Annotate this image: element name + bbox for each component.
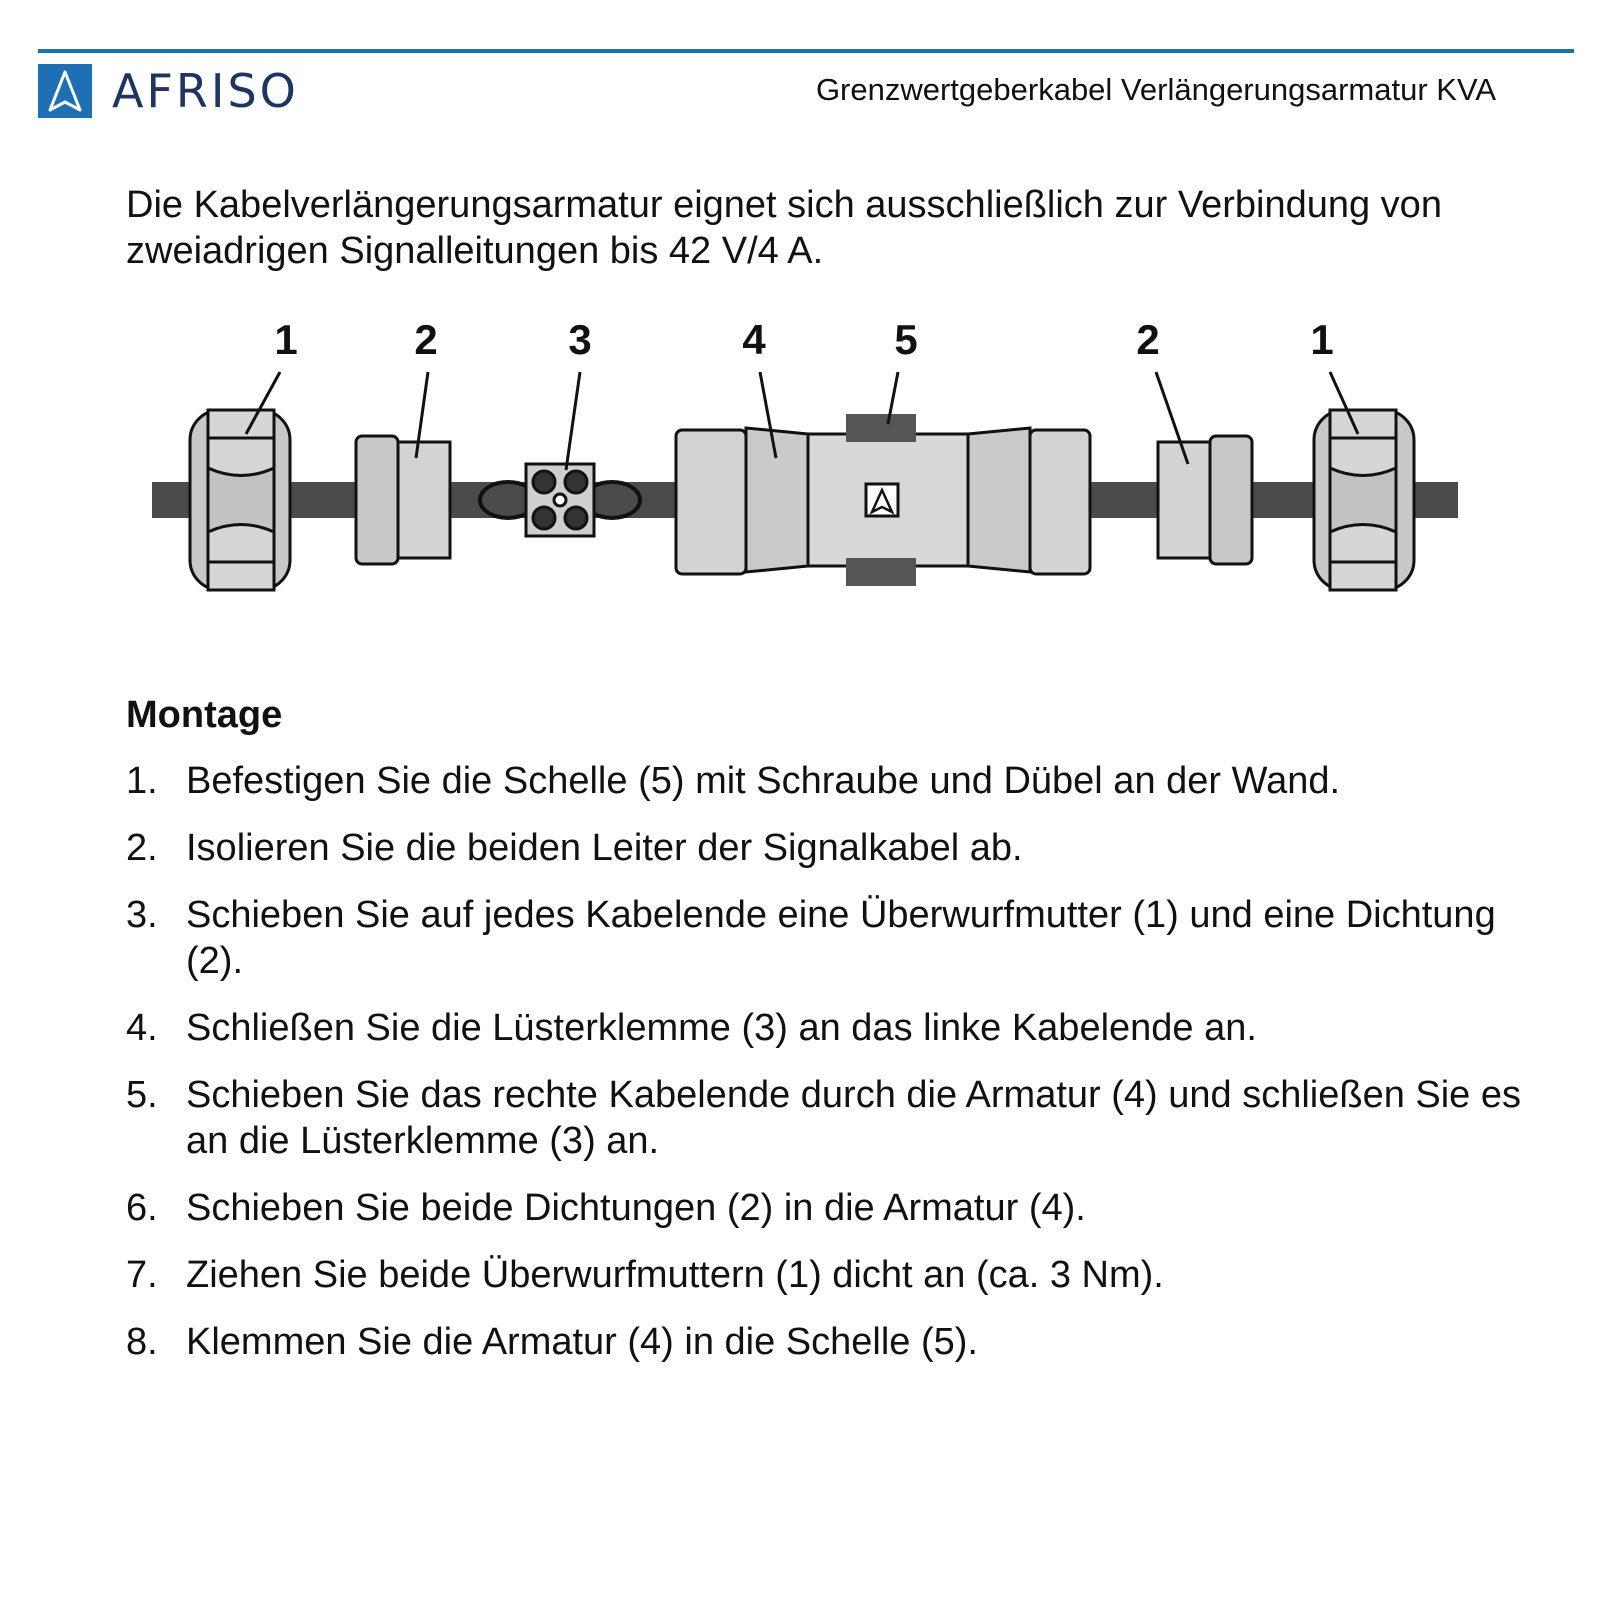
terminal-block [526,464,594,536]
seal-right [1158,436,1252,564]
step-text: Schieben Sie beide Dichtungen (2) in die Armatur (4). [186,1187,1086,1229]
step-number: 5. [126,1074,158,1116]
label-wall-clamp: 5 [894,318,918,363]
step-text: Befestigen Sie die Schelle (5) mit Schraube und Dübel an der Wand. [186,760,1341,802]
list-item [126,1185,1546,1231]
label-seal-right: 2 [1136,318,1160,363]
cable-extension-diagram [140,318,1470,608]
union-nut-left [190,410,290,590]
document-title: Grenzwertgeberkabel Verlängerungsarmatur KVA [815,72,1496,107]
step-number: 4. [126,1007,158,1049]
step-number: 2. [126,827,158,869]
step-text: Schieben Sie das rechte Kabelende durch die Armatur (4) und schließen Sie es an die Lüsterklemme (3) an. [186,1074,1522,1162]
list-item [126,1252,1546,1298]
armature-logo-icon [866,484,898,516]
label-union-nut-right: 1 [1310,318,1334,363]
label-seal-left: 2 [414,318,438,363]
list-item [126,825,1546,871]
list-item [126,1005,1546,1051]
list-item [126,1319,1546,1365]
step-text: Isolieren Sie die beiden Leiter der Signalkabel ab. [186,827,1023,869]
step-number: 7. [126,1254,158,1296]
header-rule [38,49,1574,53]
montage-steps [126,758,1546,1386]
label-terminal-block: 3 [568,318,592,363]
step-number: 8. [126,1321,158,1363]
label-union-nut-left: 1 [274,318,298,363]
list-item [126,758,1546,804]
afriso-triangle-logo-icon [38,64,92,118]
step-text: Ziehen Sie beide Überwurfmuttern (1) dicht an (ca. 3 Nm). [186,1254,1164,1296]
list-item [126,1072,1546,1164]
step-number: 1. [126,760,158,802]
step-number: 6. [126,1187,158,1229]
brand-logo [38,64,299,118]
step-number: 3. [126,894,158,936]
list-item [126,892,1546,984]
union-nut-right [1314,410,1414,590]
step-text: Schieben Sie auf jedes Kabelende eine Überwurfmutter (1) und eine Dichtung (2). [186,894,1496,982]
brand-name: AFRISO [112,64,299,118]
label-armature: 4 [742,318,766,363]
intro-paragraph: Die Kabelverlängerungsarmatur eignet sich ausschließlich zur Verbindung von zweiadrigen Signalleitungen bis 42 V/4 A. [126,184,1442,272]
step-text: Klemmen Sie die Armatur (4) in die Schelle (5). [186,1321,978,1363]
seal-left [356,436,450,564]
section-heading-montage: Montage [126,694,283,736]
step-text: Schließen Sie die Lüsterklemme (3) an das linke Kabelende an. [186,1007,1257,1049]
